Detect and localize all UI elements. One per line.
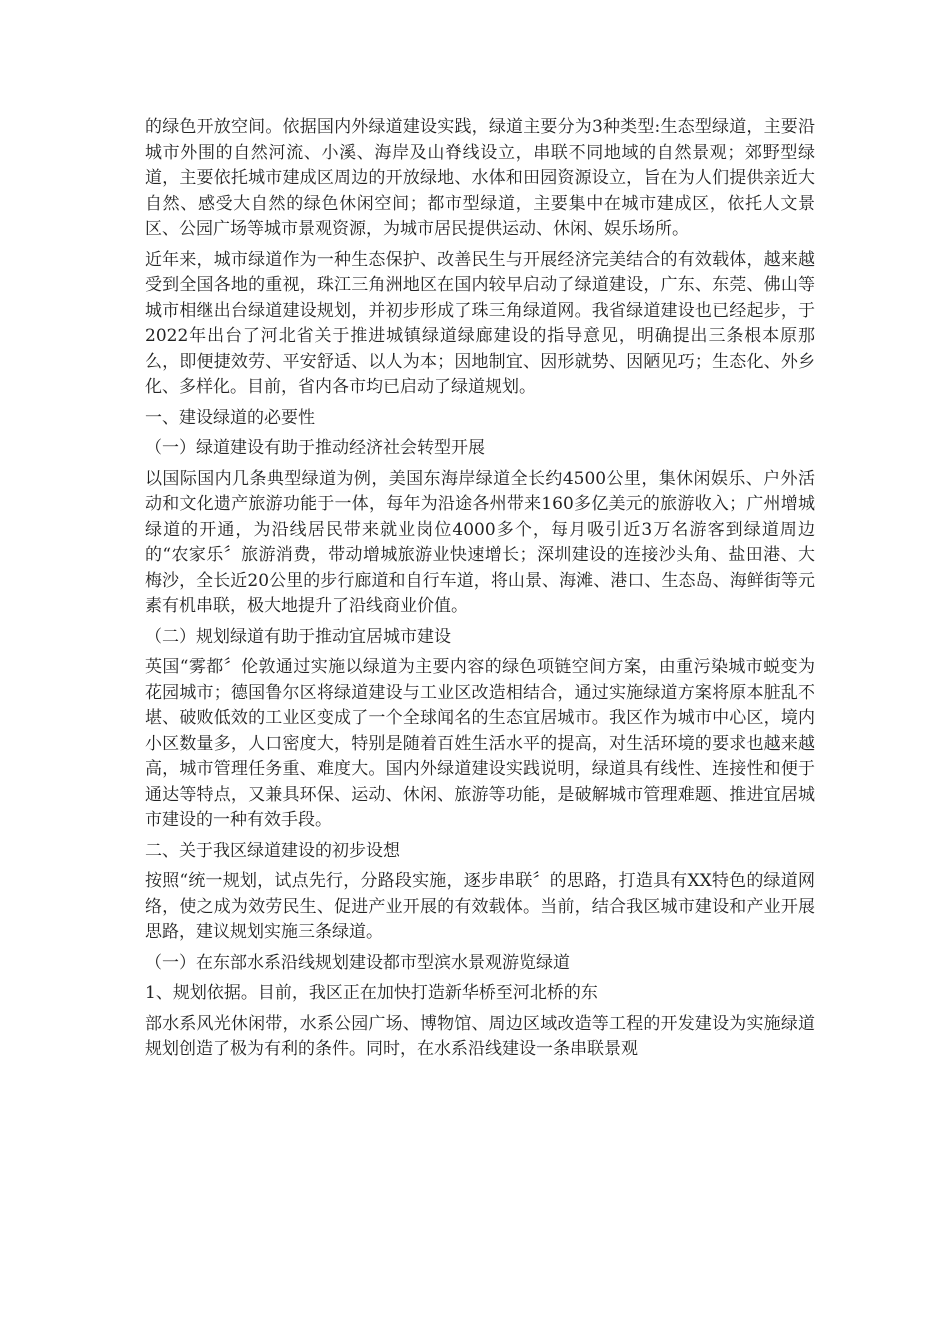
- paragraph-greenway-types: 的绿色开放空间。依据国内外绿道建设实践，绿道主要分为3种类型:生态型绿道，主要沿城市外围的自然河流、小溪、海岸及山脊线设立，串联不同地域的自然景观；郊野型绿道，主要依托城市建成区周边的开放绿地、水体和田园资源设立，旨在为人们提供亲近大自然、感受大自然的绿色休闲空间；都市型绿道，主要集中在城市建成区，依托人文景区、公园广场等城市景观资源，为城市居民提供运动、休闲、娱乐场所。: [145, 117, 815, 239]
- section-heading-necessity: 一、建设绿道的必要性: [145, 407, 315, 428]
- document-body: [145, 115, 815, 1068]
- paragraph-london-ruhr: 英国“雾都〞伦敦通过实施以绿道为主要内容的绿色项链空间方案，由重污染城市蜕变为花园城市；德国鲁尔区将绿道建设与工业区改造相结合，通过实施绿道方案将原本脏乱不堪、破败低效的工业区变成了一个全球闻名的生态宜居城市。我区作为城市中心区，境内小区数量多，人口密度大，特别是随着百姓生活水平的提高，对生活环境的要求也越来越高，城市管理任务重、难度大。国内外绿道建设实践说明，绿道具有线性、连接性和便于通达等特点，又兼具环保、运动、休闲、旅游等功能，是破解城市管理难题、推进宜居城市建设的一种有效手段。: [145, 657, 815, 830]
- paragraph-planning-basis: 1、规划依据。目前，我区正在加快打造新华桥至河北桥的东: [145, 983, 598, 1003]
- subsection-heading-east-waterfront: （一）在东部水系沿线规划建设都市型滨水景观游览绿道: [145, 952, 570, 973]
- paragraph-planning-approach: 按照“统一规划，试点先行，分路段实施，逐步串联〞的思路，打造具有XX特色的绿道网络，使之成为效劳民生、促进产业开展的有效载体。当前，结合我区城市建设和产业开展思路，建议规划实施三条绿道。: [145, 871, 815, 942]
- paragraph-typical-greenways: 以国际国内几条典型绿道为例，美国东海岸绿道全长约4500公里，集休闲娱乐、户外活动和文化遗产旅游功能于一体，每年为沿途各州带来160多亿美元的旅游收入；广州增城绿道的开通，为沿线居民带来就业岗位4000多个，每月吸引近3万名游客到绿道周边的“农家乐〞旅游消费，带动增城旅游业快速增长；深圳建设的连接沙头角、盐田港、大梅沙，全长近20公里的步行廊道和自行车道，将山景、海滩、港口、生态岛、海鲜街等元素有机串联，极大地提升了沿线商业价值。: [145, 468, 815, 616]
- section-heading-preliminary-ideas: 二、关于我区绿道建设的初步设想: [145, 840, 400, 861]
- paragraph-east-water-system: 部水系风光休闲带，水系公园广场、博物馆、周边区域改造等工程的开发建设为实施绿道规划创造了极为有利的条件。同时，在水系沿线建设一条串联景观: [145, 1013, 815, 1059]
- paragraph-recent-years: 近年来，城市绿道作为一种生态保护、改善民生与开展经济完美结合的有效载体，越来越受到全国各地的重视，珠江三角洲地区在国内较早启动了绿道建设，广东、东莞、佛山等城市相继出台绿道建设规划，并初步形成了珠三角绿道网。我省绿道建设也已经起步，于2022年出台了河北省关于推进城镇绿道绿廊建设的指导意见，明确提出三条根本原那么，即便捷效劳、平安舒适、以人为本；因地制宜、因形就势、因陋见巧；生态化、外乡化、多样化。目前，省内各市均已启动了绿道规划。: [145, 249, 815, 397]
- subsection-heading-economy: （一）绿道建设有助于推动经济社会转型开展: [145, 438, 485, 458]
- subsection-heading-livable-city: （二）规划绿道有助于推动宜居城市建设: [145, 626, 451, 647]
